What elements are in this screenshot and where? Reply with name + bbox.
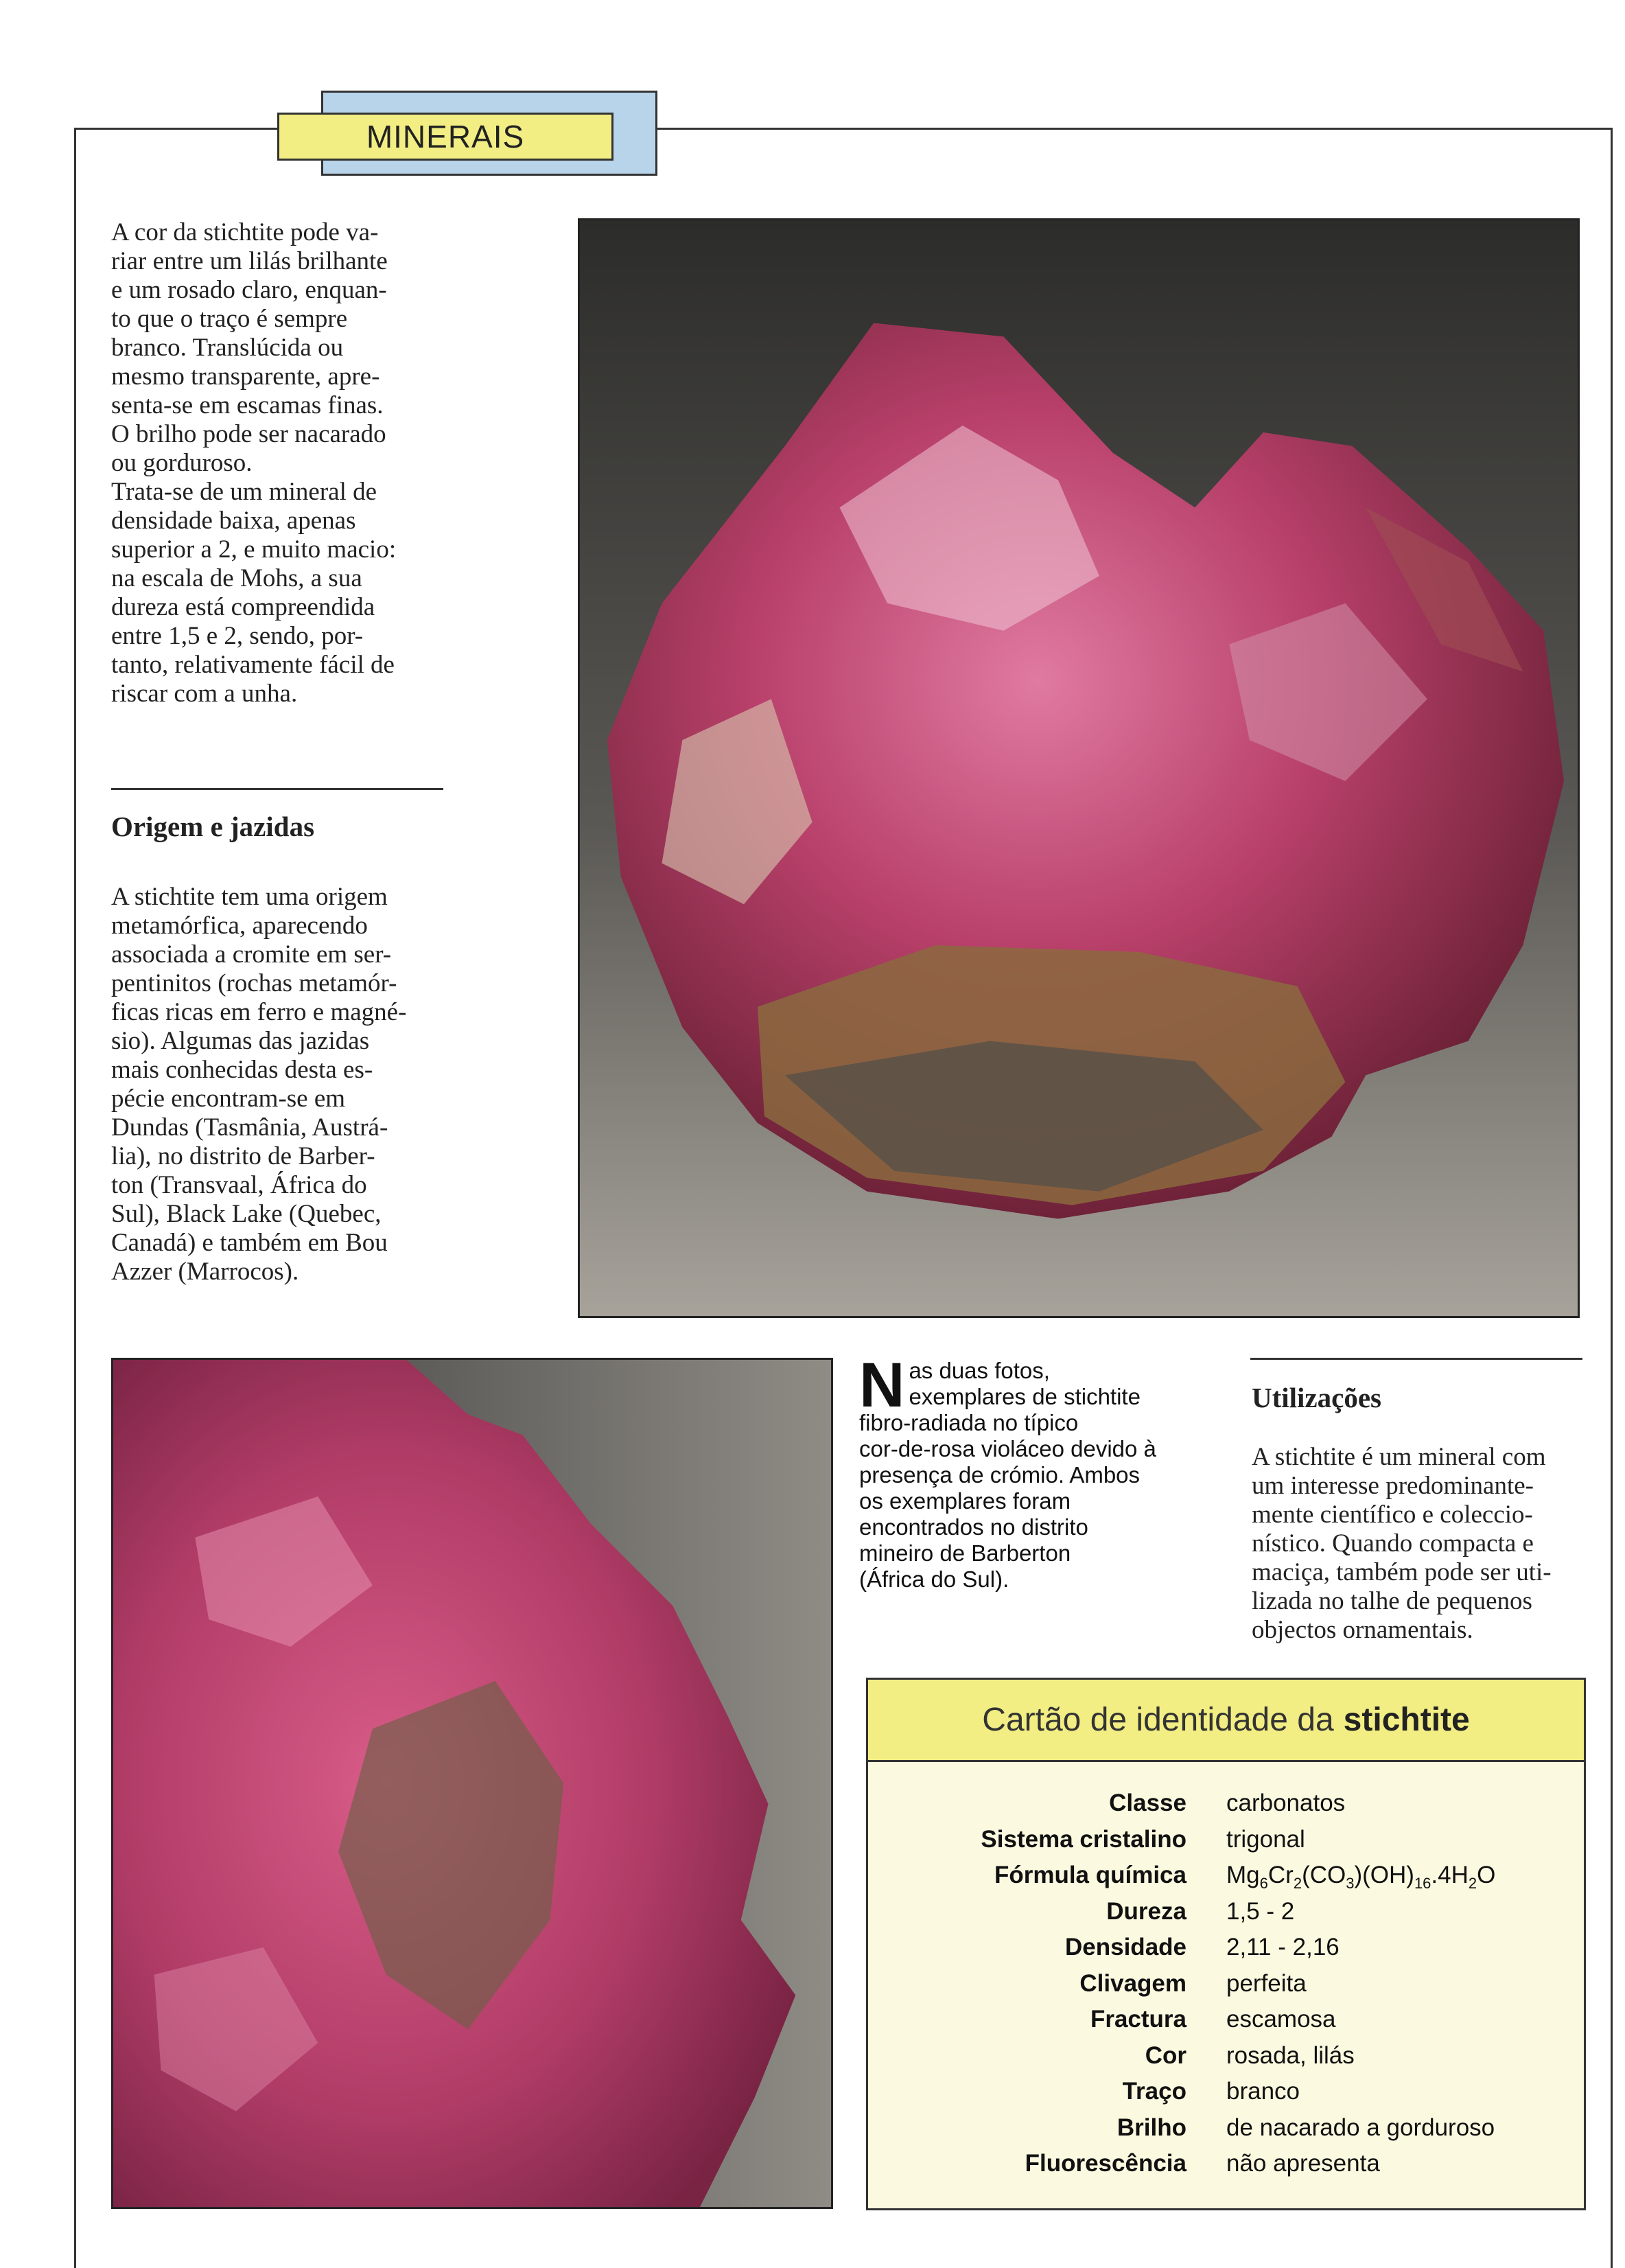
formula-part: O [1477,1862,1496,1889]
frame-line-top-right [656,128,1613,130]
text-line: mais conhecidas desta es- [111,1056,373,1084]
text-line: Sul), Black Lake (Quebec, [111,1200,382,1228]
card-row-value: 2,11 - 2,16 [1226,1934,1340,1961]
intro-text [111,218,445,708]
text-line: Azzer (Marrocos). [111,1258,299,1286]
frame-line-left [74,128,76,2268]
identity-card-rows [868,1762,1584,2182]
card-row-classe [868,1785,1584,1822]
uses-heading: Utilizações [1252,1382,1381,1413]
card-row-dureza [868,1894,1584,1930]
formula-part: (CO [1302,1862,1346,1889]
card-row-key: Traço [1122,2078,1186,2105]
mineral-photo-small-image [113,1360,831,2207]
card-row-sistema [868,1822,1584,1858]
card-row-key: Fórmula química [994,1862,1186,1889]
card-row-cor [868,2038,1584,2074]
text-line: ou gorduroso. [111,449,253,477]
text-line: pentinitos (rochas metamór- [111,969,397,997]
formula-part: Mg [1226,1862,1260,1889]
card-row-key: Cor [1145,2041,1186,2069]
card-row-key: Dureza [1106,1897,1186,1925]
text-line: Trata-se de um mineral de [111,478,377,506]
caption-line: exemplares de stichtite [909,1384,1141,1409]
text-line: objectos ornamentais. [1252,1616,1473,1644]
origin-heading: Origem e jazidas [111,811,315,842]
card-row-value: rosada, lilás [1226,2041,1355,2069]
card-row-value: perfeita [1226,1969,1307,1997]
caption-line: os exemplares foram [859,1488,1071,1514]
text-line: nístico. Quando compacta e [1252,1529,1534,1558]
text-line: A cor da stichtite pode va- [111,218,379,246]
identity-card-header [868,1680,1584,1762]
text-line: um interesse predominante- [1252,1472,1534,1500]
frame-line-right [1611,128,1613,2268]
card-row-key: Densidade [1065,1934,1186,1961]
formula-sub: 2 [1468,1875,1477,1893]
text-line: A stichtite tem uma origem [111,883,388,911]
caption-line: cor-de-rosa violáceo devido à [859,1436,1156,1461]
caption-line: fibro-radiada no típico [859,1410,1079,1435]
text-line: maciça, também pode ser uti- [1252,1558,1552,1586]
formula-part: Cr [1267,1862,1294,1889]
card-row-value: carbonatos [1226,1790,1346,1817]
card-row-value-formula [1226,1862,1496,1893]
card-row-traco [868,2074,1584,2110]
caption-line: presença de crómio. Ambos [859,1462,1141,1488]
section-tab [277,113,613,161]
card-row-value: não apresenta [1226,2150,1380,2177]
text-line: mente científico e coleccio- [1252,1501,1533,1529]
text-line: to que o traço é sempre [111,305,348,333]
text-line: dureza está compreendida [111,593,375,621]
mineral-photo-large [578,218,1580,1318]
text-line: tanto, relativamente fácil de [111,651,395,679]
card-row-value: escamosa [1226,2006,1336,2033]
card-row-formula [868,1858,1584,1894]
text-line: entre 1,5 e 2, sendo, por- [111,622,364,650]
formula-sub: 2 [1293,1875,1302,1893]
text-line: superior a 2, e muito macio: [111,535,397,564]
card-row-key: Clivagem [1079,1969,1186,1997]
photo-caption [859,1350,1198,1593]
section-tab-label: MINERAIS [366,119,525,154]
origin-rule [111,788,443,790]
card-row-key: Fluorescência [1025,2150,1186,2177]
text-line: associada a cromite em ser- [111,940,392,969]
caption-line: mineiro de Barberton [859,1540,1071,1566]
identity-card [866,1678,1586,2210]
mineral-photo-large-image [580,220,1578,1316]
text-line: O brilho pode ser nacarado [111,420,386,448]
card-row-fluorescencia [868,2146,1584,2182]
identity-card-title: Cartão de identidade da [982,1702,1334,1738]
formula-sub: 3 [1346,1875,1355,1893]
formula-part: )(OH) [1354,1862,1414,1889]
text-line: riscar com a unha. [111,680,298,708]
text-line: metamórfica, aparecendo [111,912,368,940]
caption-line: encontrados no distrito [859,1514,1088,1540]
card-row-densidade [868,1930,1584,1966]
card-row-key: Sistema cristalino [981,1825,1186,1853]
card-row-key: Fractura [1090,2006,1186,2033]
text-line: pécie encontram-se em [111,1085,346,1113]
text-line: na escala de Mohs, a sua [111,564,362,592]
text-line: ficas ricas em ferro e magné- [111,998,407,1026]
text-line: mesmo transparente, apre- [111,362,380,391]
card-row-value: branco [1226,2078,1300,2105]
card-row-value: trigonal [1226,1825,1305,1853]
text-line: senta-se em escamas finas. [111,391,384,419]
caption-line: (África do Sul). [859,1566,1009,1592]
text-line: Canadá) e também em Bou [111,1229,388,1257]
uses-rule [1250,1358,1582,1360]
text-line: ton (Transvaal, África do [111,1171,367,1199]
text-line: sio). Algumas das jazidas [111,1027,370,1055]
mineral-photo-small [111,1358,833,2209]
text-line: branco. Translúcida ou [111,334,344,362]
card-row-value: 1,5 - 2 [1226,1897,1295,1925]
text-line: riar entre um lilás brilhante [111,247,388,275]
identity-card-title-mineral: stichtite [1343,1702,1470,1738]
card-row-value: de nacarado a gorduroso [1226,2114,1495,2141]
text-line: e um rosado claro, enquan- [111,276,387,304]
formula-part: .4H [1431,1862,1469,1889]
card-row-clivagem [868,1966,1584,2002]
text-line: lia), no distrito de Barber- [111,1142,375,1170]
card-row-key: Brilho [1117,2114,1186,2141]
card-row-brilho [868,2110,1584,2146]
caption-dropcap: N [859,1350,905,1420]
text-line: lizada no talhe de pequenos [1252,1587,1532,1615]
text-line: A stichtite é um mineral com [1252,1443,1546,1471]
card-row-fractura [868,2002,1584,2038]
formula-sub: 6 [1259,1875,1268,1893]
formula-sub: 16 [1414,1875,1431,1893]
uses-text [1252,1443,1584,1645]
origin-text [111,883,445,1286]
caption-line: as duas fotos, [909,1358,1050,1383]
text-line: densidade baixa, apenas [111,507,356,535]
card-row-key: Classe [1109,1790,1186,1817]
text-line: Dundas (Tasmânia, Austrá- [111,1113,388,1142]
